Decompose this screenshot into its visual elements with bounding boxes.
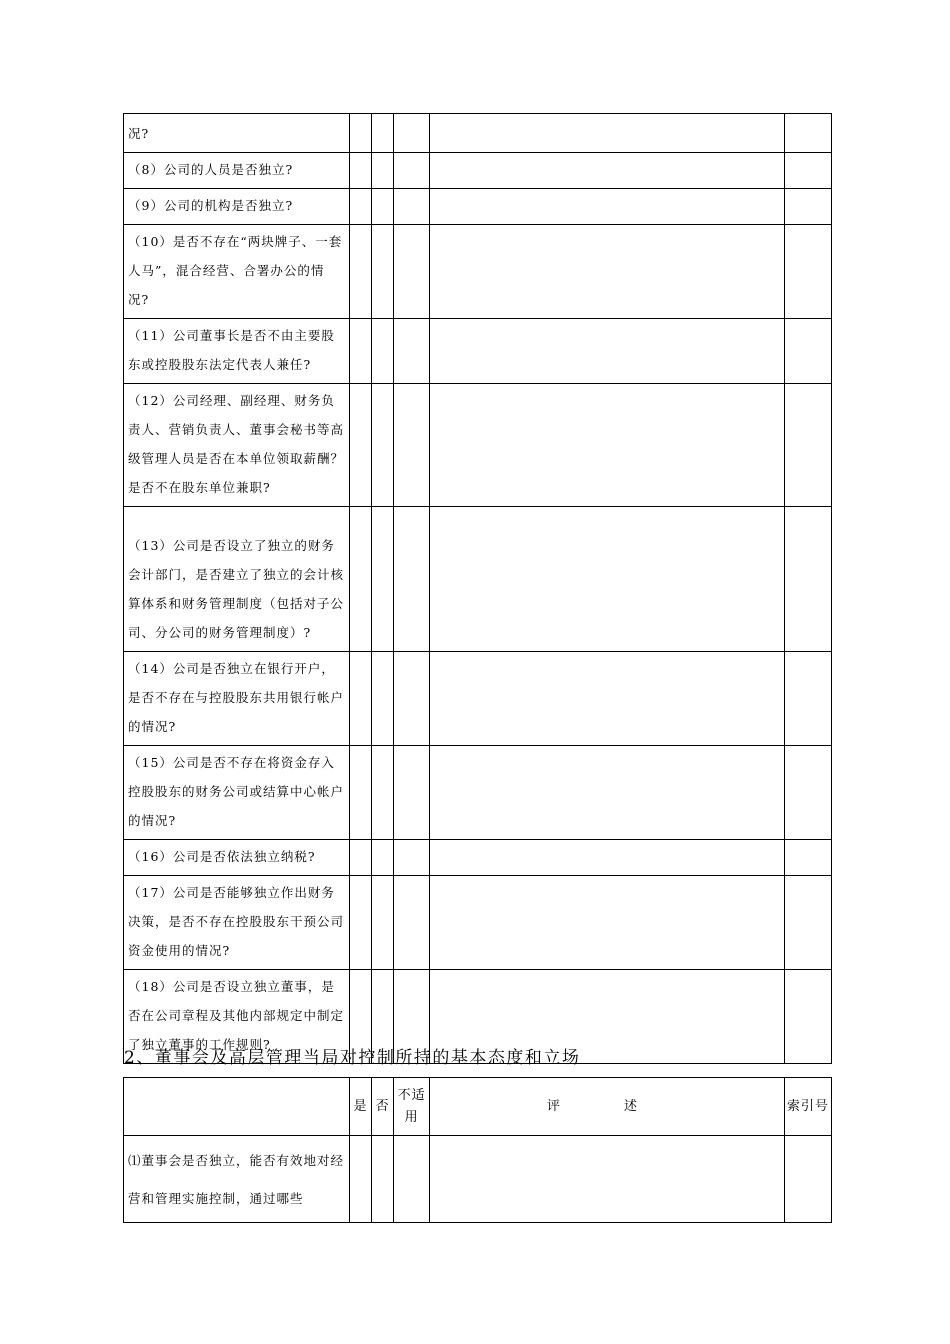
comment-cell[interactable] [430, 840, 785, 876]
question-cell: （12）公司经理、副经理、财务负责人、营销负责人、董事会秘书等高级管理人员是否在本单位领取薪酬？是否不在股东单位兼职? [124, 384, 350, 507]
no-cell[interactable] [372, 225, 394, 319]
question-cell: （8）公司的人员是否独立? [124, 153, 350, 189]
comment-cell[interactable] [430, 1136, 785, 1223]
table-row [124, 507, 832, 652]
question-header [124, 1078, 350, 1136]
yes-cell[interactable] [349, 652, 371, 746]
na-cell[interactable] [394, 384, 430, 507]
index-cell[interactable] [784, 746, 831, 840]
no-cell[interactable] [372, 1136, 394, 1223]
question-cell: （16）公司是否依法独立纳税? [124, 840, 350, 876]
no-cell[interactable] [372, 114, 394, 153]
index-cell[interactable] [784, 652, 831, 746]
index-cell[interactable] [784, 114, 831, 153]
no-cell[interactable] [372, 319, 394, 384]
na-cell[interactable] [394, 652, 430, 746]
checklist-table-1 [123, 113, 832, 1064]
no-cell[interactable] [372, 189, 394, 225]
yes-cell[interactable] [349, 746, 371, 840]
comment-cell[interactable] [430, 876, 785, 970]
yes-cell[interactable] [349, 507, 371, 652]
yes-cell[interactable] [349, 153, 371, 189]
comment-cell[interactable] [430, 153, 785, 189]
na-cell[interactable] [394, 840, 430, 876]
table-row [124, 153, 832, 189]
na-cell[interactable] [394, 114, 430, 153]
index-cell[interactable] [784, 319, 831, 384]
yes-cell[interactable] [349, 840, 371, 876]
index-cell[interactable] [784, 876, 831, 970]
no-cell[interactable] [372, 746, 394, 840]
na-header: 不适用 [394, 1078, 430, 1136]
comment-header [430, 1078, 785, 1136]
question-cell: （11）公司董事长是否不由主要股东或控股股东法定代表人兼任? [124, 319, 350, 384]
table-row [124, 319, 832, 384]
table-row [124, 384, 832, 507]
comment-cell[interactable] [430, 384, 785, 507]
question-cell: ⑴董事会是否独立，能否有效地对经营和管理实施控制，通过哪些 [124, 1136, 350, 1223]
yes-cell[interactable] [349, 114, 371, 153]
no-cell[interactable] [372, 384, 394, 507]
comment-cell[interactable] [430, 746, 785, 840]
na-cell[interactable] [394, 153, 430, 189]
table-row [124, 225, 832, 319]
no-header: 否 [372, 1078, 394, 1136]
na-cell[interactable] [394, 319, 430, 384]
comment-cell[interactable] [430, 507, 785, 652]
header-row [124, 1078, 832, 1136]
table-row [124, 876, 832, 970]
question-cell: （18）公司是否设立独立董事，是否在公司章程及其他内部规定中制定了独立董事的工作规则? [124, 970, 350, 1064]
na-cell[interactable] [394, 876, 430, 970]
na-cell[interactable] [394, 189, 430, 225]
table-row [124, 189, 832, 225]
index-cell[interactable] [784, 1136, 831, 1223]
checklist-table-2 [123, 1077, 832, 1223]
index-cell[interactable] [784, 507, 831, 652]
yes-cell[interactable] [349, 225, 371, 319]
index-cell[interactable] [784, 970, 831, 1064]
table-row [124, 652, 832, 746]
na-cell[interactable] [394, 1136, 430, 1223]
comment-cell[interactable] [430, 319, 785, 384]
na-cell[interactable] [394, 746, 430, 840]
na-cell[interactable] [394, 507, 430, 652]
no-cell[interactable] [372, 840, 394, 876]
question-cell: （15）公司是否不存在将资金存入控股股东的财务公司或结算中心帐户的情况? [124, 746, 350, 840]
index-cell[interactable] [784, 384, 831, 507]
index-cell[interactable] [784, 225, 831, 319]
comment-cell[interactable] [430, 189, 785, 225]
index-cell[interactable] [784, 840, 831, 876]
question-cell: （13）公司是否设立了独立的财务会计部门，是否建立了独立的会计核算体系和财务管理制度（包括对子公司、分公司的财务管理制度）? [124, 507, 350, 652]
question-cell: （9）公司的机构是否独立? [124, 189, 350, 225]
section-title: 2、董事会及高层管理当局对控制所持的基本态度和立场 [124, 1048, 581, 1068]
no-cell[interactable] [372, 652, 394, 746]
yes-header: 是 [349, 1078, 371, 1136]
question-cell: （17）公司是否能够独立作出财务决策，是否不存在控股股东干预公司资金使用的情况? [124, 876, 350, 970]
no-cell[interactable] [372, 153, 394, 189]
yes-cell[interactable] [349, 319, 371, 384]
yes-cell[interactable] [349, 876, 371, 970]
comment-cell[interactable] [430, 652, 785, 746]
yes-cell[interactable] [349, 384, 371, 507]
index-header: 索引号 [784, 1078, 831, 1136]
na-cell[interactable] [394, 225, 430, 319]
question-cell: （14）公司是否独立在银行开户，是否不存在与控股股东共用银行帐户的情况? [124, 652, 350, 746]
comment-cell[interactable] [430, 225, 785, 319]
index-cell[interactable] [784, 189, 831, 225]
comment-cell[interactable] [430, 114, 785, 153]
no-cell[interactable] [372, 876, 394, 970]
comment-header-label: 评 述 [546, 1098, 668, 1114]
table-row [124, 114, 832, 153]
table-row [124, 840, 832, 876]
question-cell: （10）是否不存在“两块牌子、一套人马”，混合经营、合署办公的情况? [124, 225, 350, 319]
no-cell[interactable] [372, 507, 394, 652]
yes-cell[interactable] [349, 189, 371, 225]
index-cell[interactable] [784, 153, 831, 189]
table-row [124, 1136, 832, 1223]
question-cell: 况? [124, 114, 350, 153]
table-row [124, 746, 832, 840]
yes-cell[interactable] [349, 1136, 371, 1223]
